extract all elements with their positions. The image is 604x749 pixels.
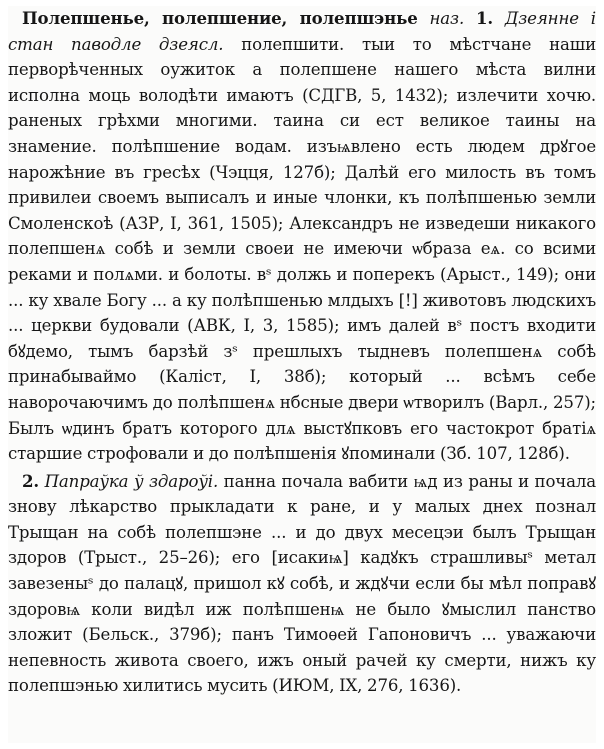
headword: Полепшенье, полепшение, полепшэнье — [22, 8, 418, 28]
sense-gloss: Папраўка ў здароўі. — [44, 471, 219, 491]
dictionary-entry-sense-1 — [8, 6, 596, 467]
dictionary-entry-sense-2 — [8, 469, 596, 699]
sense-number: 2. — [22, 470, 40, 491]
dictionary-page — [8, 6, 596, 743]
sense-citations: панна почала вабити ѩд из раны и почала знову лѣкарство прыкладати к ране, и у малых днех познал Трыщан на собѣ полепшэне ... и до двух месецэи былъ Трыщан здоров (Трыст., 25–26); его [исакиѩ] кадꙋкъ страшливыˢ метал завезеныˢ до палацꙋ, пришол кꙋ собѣ, и ждꙋчи если бы мѣл поправꙋ здоровѩ коли видѣл иж полѣпшенѩ не было ꙋмыслил панство зложит (Бельск., 379б); панъ Тимоѳей Гапоновичъ ... уважаючи непевность живота своего, ижъ оный рачей ку смерти, нижъ ку полепшэнью хилитись мусить (ИЮМ, IX, 276, 1636). — [8, 471, 596, 696]
sense-gloss: Дзеянне і стан паводле дзеясл. — [8, 9, 596, 54]
part-of-speech: наз. — [429, 9, 465, 28]
sense-citations: полепшити. тыи то мѣстчане наши перворѣченных оужиток а полепшене нашего мѣста вилни исполна моць володѣти имаютъ (СДГВ, 5, 1432); излечити хочю. раненых грѣхми многими. таина си ест великое таины на знамение. полѣпшение водам. изъѩвлено есть людем дрꙋгое нарожѣние въ гресѣх (Чэцця, 127б); Далѣй его милость въ томъ привилеи своемъ выписалъ и иные члонки, къ полѣпшенью земли Смоленскоѣ (АЗР, I, 361, 1505); Александръ не изведеши никакого полепшенѧ собѣ и земли своеи не имеючи ѡбраза еѧ. со всими реками и полѧми. и болоты. вˢ должь и поперекъ (Арыст., 149); они ... ку хвале Богу ... а ку полѣпшенью млдыхъ [!] животовъ людскихъ ... церкви будовали (АВК, I, 3, 1585); имъ далей вˢ постъ входити бꙋдемо, тымъ барзѣй зˢ прешлыхъ тыдневъ полепшенѧ собѣ принабываймо (Каліст, I, 38б); который ... всѣмъ себе наворочаючимъ до полѣпшенѧ нбсные двери ѡтворилъ (Варл., 257); Былъ ѡдинъ братъ которого длѧ выстꙋпковъ его частокрот братіѧ старшие строфовали и до полѣпшенія ꙋпоминали (Зб. 107, 128б). — [8, 34, 596, 464]
sense-number: 1. — [475, 8, 494, 28]
